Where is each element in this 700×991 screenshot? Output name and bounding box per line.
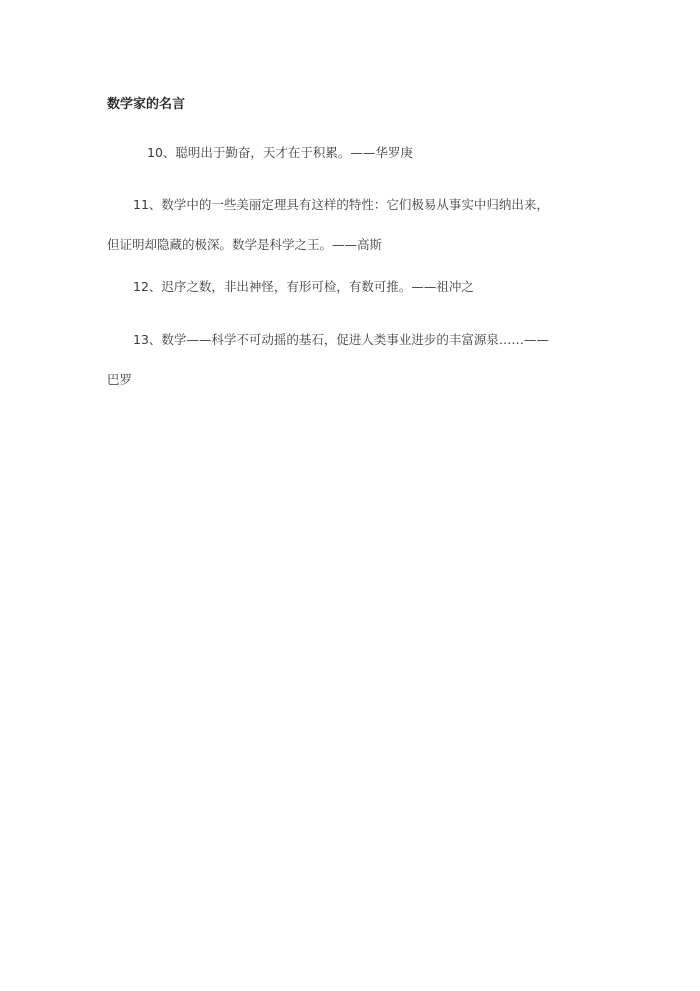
quote-line: 11、数学中的一些美丽定理具有这样的特性：它们极易从事实中归纳出来， (133, 197, 549, 212)
quote-item (107, 267, 585, 307)
quote-line: 10、聪明出于勤奋，天才在于积累。——华罗庚 (147, 145, 413, 160)
quote-item (107, 320, 585, 400)
quote-line: 12、迟序之数，非出神怪，有形可检，有数可推。——祖冲之 (133, 279, 474, 294)
document-title: 数学家的名言 (107, 97, 186, 112)
quote-line: 巴罗 (107, 372, 133, 387)
quote-item (107, 133, 585, 173)
quote-line: 但证明却隐藏的极深。数学是科学之王。——高斯 (107, 237, 383, 252)
quote-item (107, 185, 585, 265)
quote-line: 13、数学——科学不可动摇的基石，促进人类事业进步的丰富源泉……—— (133, 332, 549, 347)
